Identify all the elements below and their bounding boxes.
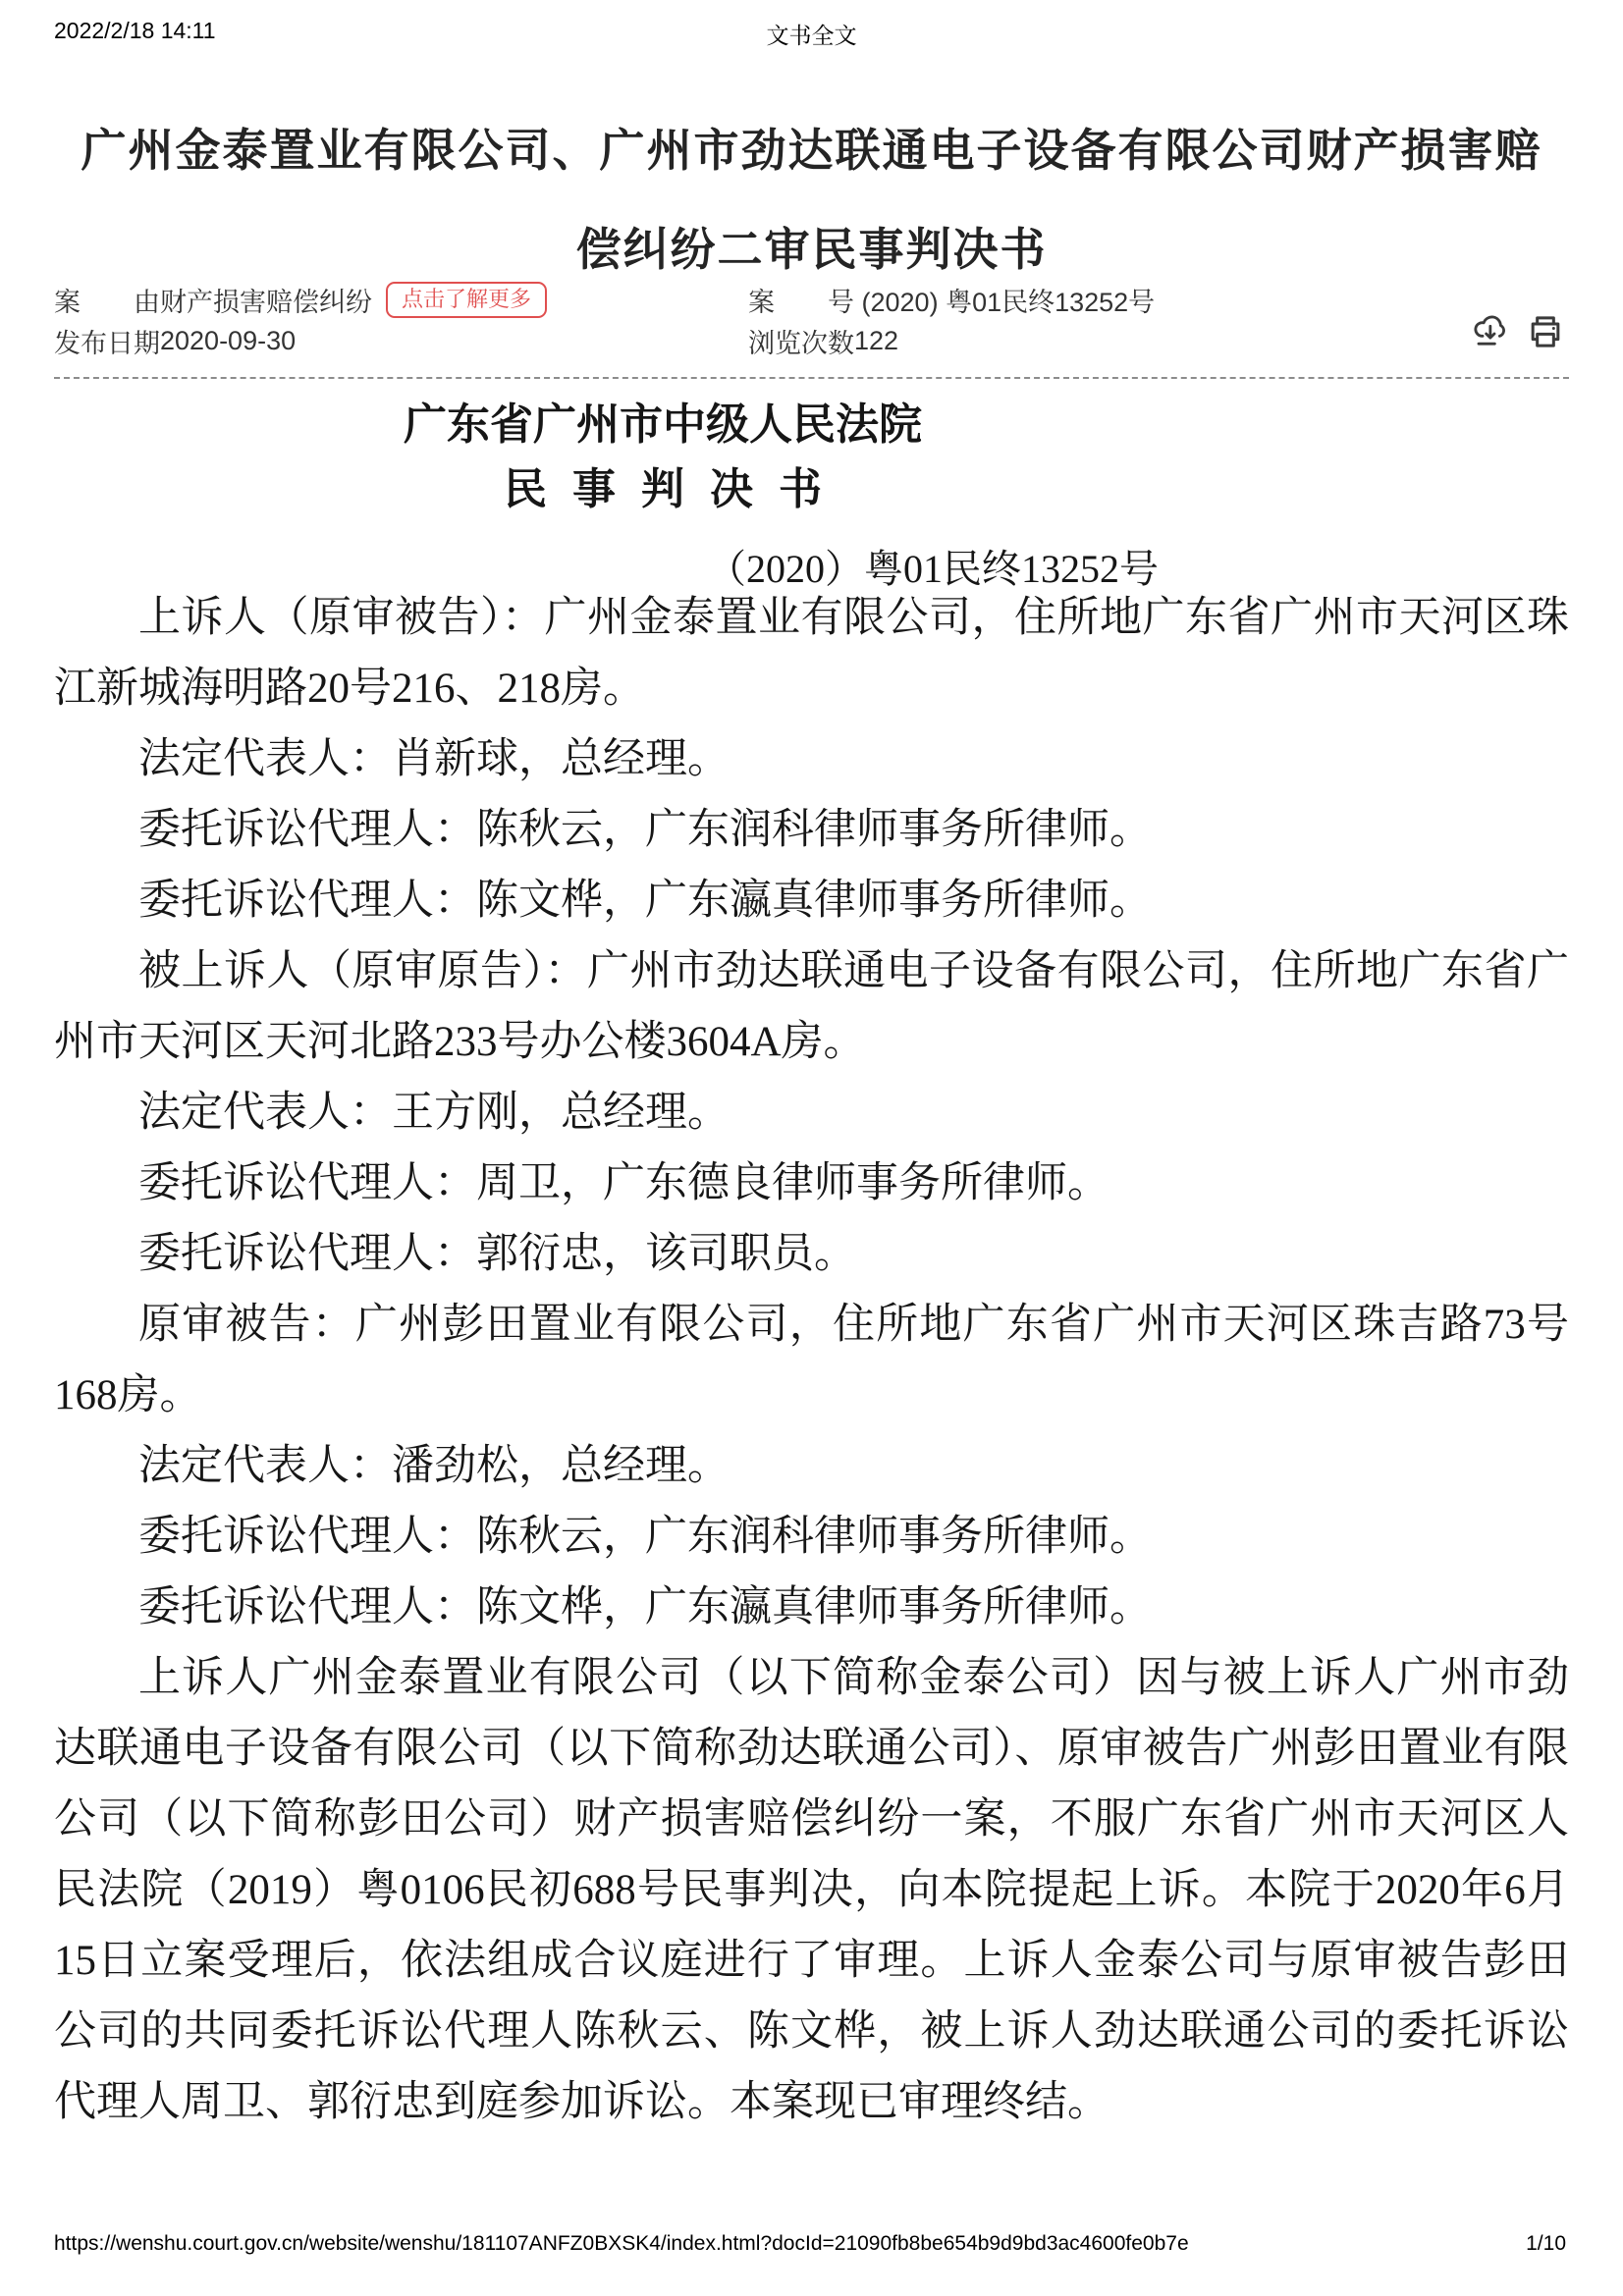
publish-date-value: 2020-09-30: [160, 326, 297, 355]
case-number-value: (2020) 粤01民终13252号: [861, 288, 1156, 317]
print-button[interactable]: [1526, 312, 1565, 351]
section-separator: [54, 377, 1569, 379]
judgment-paragraph: 委托诉讼代理人：周卫，广东德良律师事务所律师。: [138, 1160, 1109, 1206]
footer-url: https://wenshu.court.gov.cn/website/wenshu/181107ANFZ0BXSK4/index.html?docId=21090fb8be654b9d9bd3ac4600fe0b7e: [54, 2232, 1189, 2255]
judgment-paragraph: 法定代表人：王方刚，总经理。: [138, 1090, 730, 1136]
case-number-line: （2020）粤01民终13252号: [707, 547, 1159, 591]
footer-page-number: 1/10: [1526, 2232, 1566, 2255]
learn-more-badge[interactable]: 点击了解更多: [386, 282, 547, 318]
download-button[interactable]: [1471, 312, 1510, 351]
document-actions: [1471, 312, 1565, 351]
judgment-paragraph: 委托诉讼代理人：郭衍忠，该司职员。: [138, 1231, 856, 1277]
print-footer: [54, 2232, 1569, 2260]
publish-date-label: 发布日期: [54, 329, 160, 358]
print-center-title: 文书全文: [766, 23, 857, 48]
case-cause-value: 财产损害赔偿纠纷: [160, 288, 372, 317]
meta-section: [54, 279, 1569, 373]
case-number-row: [748, 281, 1155, 319]
cloud-download-icon: [1471, 312, 1510, 351]
judgment-paragraph: 法定代表人：肖新球，总经理。: [138, 736, 730, 782]
judgment-paragraph: 被上诉人（原审原告）：广州市劲达联通电子设备有限公司，住所地广东省广州市天河区天河北路233号办公楼3604A房。: [54, 948, 1569, 1065]
page-title: 广州金泰置业有限公司、广州市劲达联通电子设备有限公司财产损害赔偿纠纷二审民事判决书: [81, 124, 1542, 275]
court-name: 广东省广州市中级人民法院: [404, 400, 922, 449]
case-number-label: 案 号: [748, 288, 854, 317]
printer-icon: [1526, 312, 1565, 351]
judgment-paragraph: 委托诉讼代理人：陈文桦，广东瀛真律师事务所律师。: [138, 878, 1152, 924]
judgment-paragraph: 委托诉讼代理人：陈秋云，广东润科律师事务所律师。: [138, 807, 1152, 853]
judgment-body: [54, 583, 1569, 2138]
print-timestamp: 2022/2/18 14:11: [54, 18, 216, 43]
judgment-paragraph: 原审被告：广州彭田置业有限公司，住所地广东省广州市天河区珠吉路73号168房。: [54, 1302, 1569, 1418]
view-count-row: [748, 322, 898, 360]
judgment-paragraph: 上诉人（原审被告）：广州金泰置业有限公司，住所地广东省广州市天河区珠江新城海明路20号216、218房。: [54, 595, 1569, 712]
case-cause-label: 案 由: [54, 288, 160, 317]
judgment-paragraph: 法定代表人：潘劲松，总经理。: [138, 1443, 730, 1489]
document-type-title: 民事判决书: [504, 465, 847, 513]
view-count-value: 122: [854, 326, 899, 355]
print-header: [54, 18, 1569, 49]
publish-date-row: [54, 322, 296, 360]
judgment-paragraph: 委托诉讼代理人：陈文桦，广东瀛真律师事务所律师。: [138, 1584, 1152, 1630]
judgment-paragraph: 委托诉讼代理人：陈秋云，广东润科律师事务所律师。: [138, 1514, 1152, 1560]
view-count-label: 浏览次数: [748, 329, 854, 358]
judgment-paragraph: 上诉人广州金泰置业有限公司（以下简称金泰公司）因与被上诉人广州市劲达联通电子设备有限公司（以下简称劲达联通公司）、原审被告广州彭田置业有限公司（以下简称彭田公司）财产损害赔偿纠纷一案，不服广东省广州市天河区人民法院（2019）粤0106民初688号民事判决，向本院提起上诉。本院于2020年6月15日立案受理后，依法组成合议庭进行了审理。上诉人金泰公司与原审被告彭田公司的共同委托诉讼代理人陈秋云、陈文桦，被上诉人劲达联通公司的委托诉讼代理人周卫、郭衍忠到庭参加诉讼。本案现已审理终结。: [54, 1655, 1569, 2125]
case-cause-row: [54, 281, 547, 319]
